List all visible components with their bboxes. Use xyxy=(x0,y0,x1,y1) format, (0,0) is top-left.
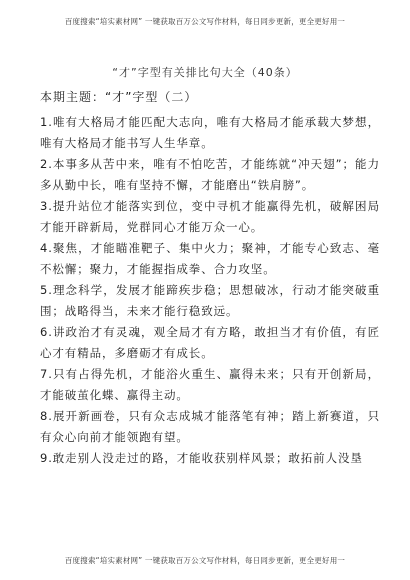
item-number: 6. xyxy=(40,325,53,339)
list-item xyxy=(40,196,380,238)
page-footer: 百度搜索“培实素材网” 一键获取百万公文写作材料，每日同步更新，更全更好用一 xyxy=(64,556,346,565)
document-title: “才”字型有关排比句大全（40条） xyxy=(112,66,298,79)
item-number: 3. xyxy=(40,199,53,213)
topic-line: 本期主题：“才”字型（二） xyxy=(40,90,198,104)
item-number: 7. xyxy=(40,367,53,381)
item-number: 5. xyxy=(40,283,53,297)
list-item xyxy=(40,364,380,406)
list-item xyxy=(40,280,380,322)
list-item xyxy=(40,112,380,154)
document-body xyxy=(40,112,380,469)
item-text: 敢走别人没走过的路，才能收获别样风景；敢拓前人没垦 xyxy=(52,451,363,465)
item-text: 理念科学，发展才能蹄疾步稳；思想破冰，行动才能突破重围；战略得当，未来才能行稳致远。 xyxy=(40,283,380,318)
item-text: 讲政治才有灵魂，观全局才有方略，敢担当才有价值，有匠心才有精品，多磨砺才有成长。 xyxy=(40,325,380,360)
item-text: 聚焦，才能瞄准靶子、集中火力；聚神，才能专心致志、毫不松懈；聚力，才能握指成拳、合力攻坚。 xyxy=(40,241,380,276)
list-item xyxy=(40,238,380,280)
item-text: 唯有大格局才能匹配大志向，唯有大格局才能承载大梦想，唯有大格局才能书写人生华章。 xyxy=(40,115,380,150)
item-number: 9. xyxy=(40,451,53,465)
item-text: 展开新画卷，只有众志成城才能落笔有神；踏上新赛道，只有众心向前才能领跑有望。 xyxy=(40,409,380,444)
list-item xyxy=(40,448,380,469)
list-item xyxy=(40,322,380,364)
item-number: 4. xyxy=(40,241,53,255)
list-item xyxy=(40,406,380,448)
item-text: 只有占得先机，才能浴火重生、赢得未来；只有开创新局，才能破茧化蝶、赢得主动。 xyxy=(40,367,380,402)
list-item xyxy=(40,154,380,196)
item-number: 2. xyxy=(40,157,53,171)
item-text: 提升站位才能落实到位，变中寻机才能赢得先机，破解困局才能开辟新局，党群同心才能万众一心。 xyxy=(40,199,380,234)
item-text: 本事多从苦中来，唯有不怕吃苦，才能练就“冲天翅”；能力多从勤中长，唯有坚持不懈，才能磨出“铁肩膀”。 xyxy=(40,157,380,192)
item-number: 8. xyxy=(40,409,53,423)
item-number: 1. xyxy=(40,115,53,129)
page-header: 百度搜索“培实素材网” 一键获取百万公文写作材料，每日同步更新，更全更好用一 xyxy=(64,17,346,26)
